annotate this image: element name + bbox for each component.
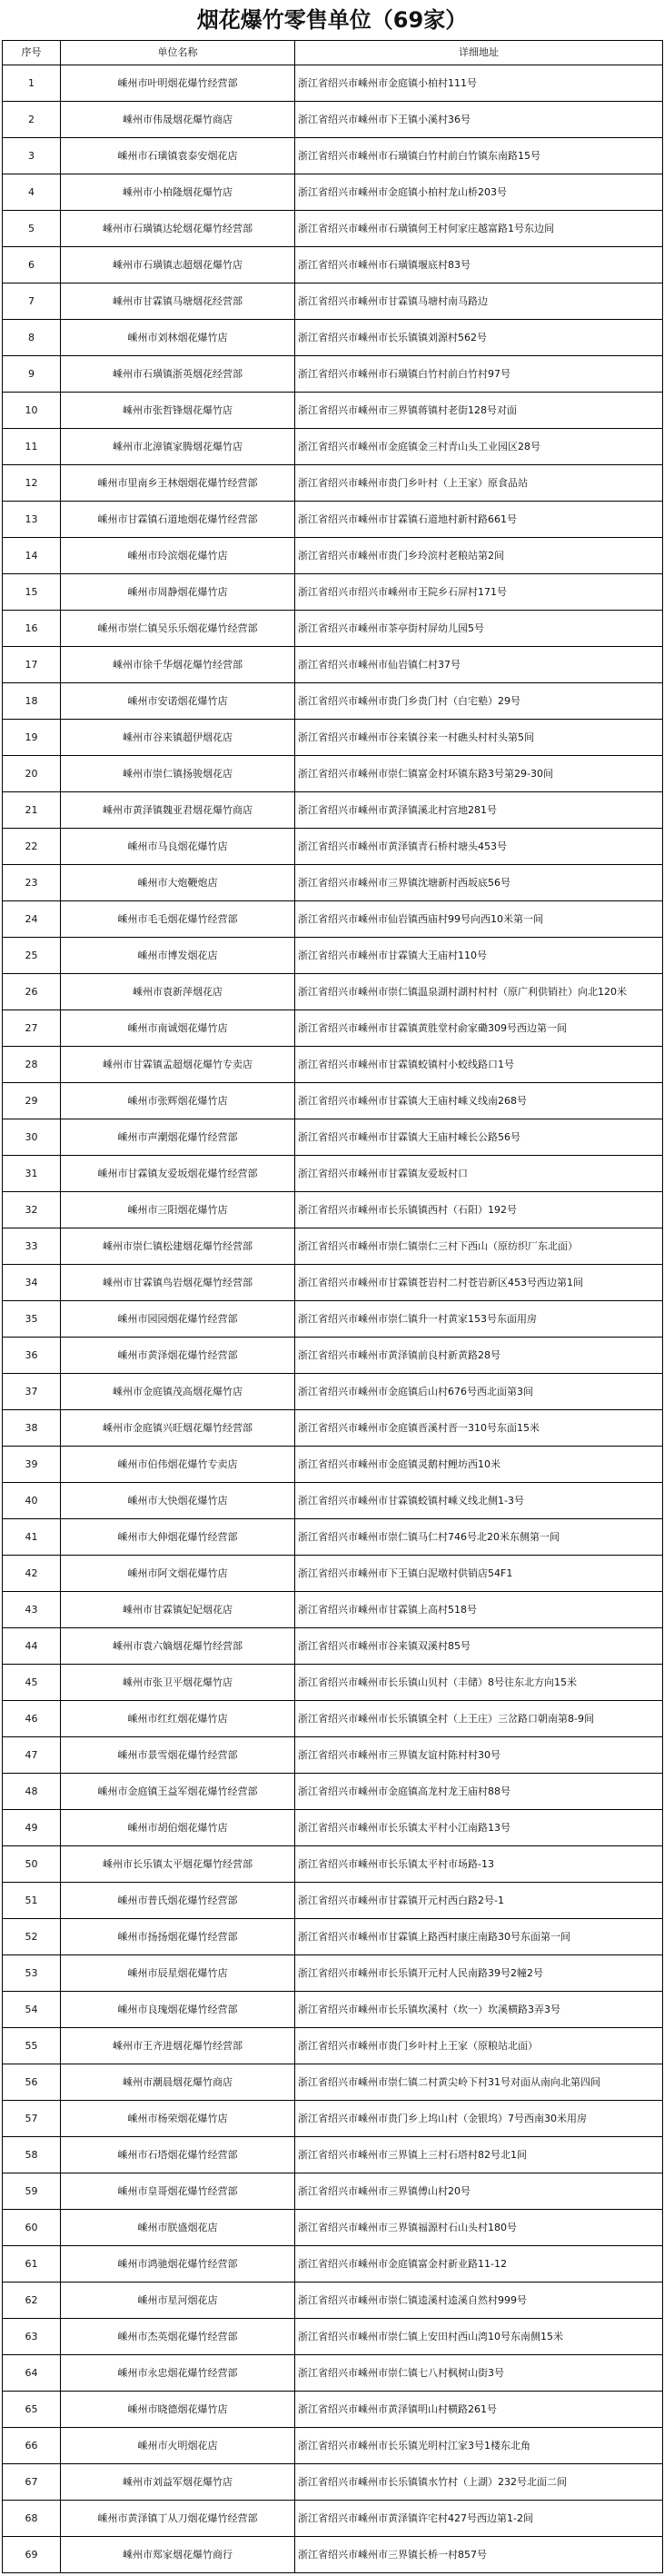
shop-name: 嵊州市袁新萍烟花店 <box>61 974 295 1010</box>
table-row <box>3 2537 663 2573</box>
shop-address: 浙江省绍兴市嵊州市石璜镇白竹村前白竹村97号 <box>295 356 663 393</box>
shop-address: 浙江省绍兴市嵊州市三界镇上三村石塔村82号北1间 <box>295 2137 663 2173</box>
table-row <box>3 2283 663 2319</box>
shop-address: 浙江省绍兴市嵊州市甘霖镇大王庙村110号 <box>295 938 663 974</box>
row-number: 59 <box>3 2173 61 2210</box>
table-row <box>3 283 663 320</box>
row-number: 16 <box>3 611 61 647</box>
row-number: 29 <box>3 1083 61 1119</box>
shop-address: 浙江省绍兴市嵊州市黄泽镇青石桥村塘头453号 <box>295 829 663 865</box>
row-number: 67 <box>3 2464 61 2501</box>
table-row <box>3 1228 663 1265</box>
shop-name: 嵊州市玲滨烟花爆竹店 <box>61 538 295 574</box>
table-row <box>3 1556 663 1592</box>
shop-name: 嵊州市长乐镇太平烟花爆竹经营部 <box>61 1846 295 1883</box>
shop-name: 嵊州市叶明烟花爆竹经营部 <box>61 65 295 102</box>
table-row <box>3 2428 663 2464</box>
table-row <box>3 1156 663 1192</box>
shop-name: 嵊州市胡伯烟花爆竹店 <box>61 1810 295 1846</box>
shop-name: 嵊州市崇仁镇吴乐乐烟花爆竹经营部 <box>61 611 295 647</box>
shop-address: 浙江省绍兴市嵊州市甘霖镇上路西村康庄南路30号东面第一间 <box>295 1919 663 1955</box>
table-row <box>3 1410 663 1447</box>
shop-name: 嵊州市星河烟花店 <box>61 2283 295 2319</box>
row-number: 21 <box>3 792 61 829</box>
row-number: 60 <box>3 2210 61 2246</box>
table-row <box>3 1846 663 1883</box>
table-row <box>3 1701 663 1737</box>
shop-name: 嵊州市里南乡王林烟烟花爆竹经营部 <box>61 465 295 502</box>
shop-name: 嵊州市王齐进烟花爆竹经营部 <box>61 2028 295 2064</box>
table-row <box>3 1483 663 1519</box>
table-row <box>3 1665 663 1701</box>
table-row <box>3 1955 663 1992</box>
shop-address: 浙江省绍兴市嵊州市崇仁镇七八村枫树山街3号 <box>295 2355 663 2392</box>
shop-address: 浙江省绍兴市嵊州市长乐镇镇水竹村（上湖）232号北面二间 <box>295 2464 663 2501</box>
shop-name: 嵊州市火明烟花店 <box>61 2428 295 2464</box>
row-number: 41 <box>3 1519 61 1556</box>
row-number: 3 <box>3 138 61 174</box>
shop-address: 浙江省绍兴市嵊州市石璜镇堰底村83号 <box>295 247 663 283</box>
table-row <box>3 1447 663 1483</box>
shop-address: 浙江省绍兴市嵊州市甘霖镇大王庙村嵊义线南268号 <box>295 1083 663 1119</box>
shop-address: 浙江省绍兴市嵊州市仙岩镇西庙村99号向西10米第一间 <box>295 901 663 938</box>
row-number: 10 <box>3 393 61 429</box>
table-row <box>3 829 663 865</box>
row-number: 27 <box>3 1010 61 1047</box>
row-number: 37 <box>3 1374 61 1410</box>
shop-name: 嵊州市甘霖镇孟超烟花爆竹专卖店 <box>61 1047 295 1083</box>
shop-name: 嵊州市安诺烟花爆竹店 <box>61 683 295 720</box>
shop-name: 嵊州市伟晟烟花爆竹商店 <box>61 102 295 138</box>
shop-name: 嵊州市周静烟花爆竹店 <box>61 574 295 611</box>
table-row <box>3 2028 663 2064</box>
row-number: 42 <box>3 1556 61 1592</box>
table-row <box>3 393 663 429</box>
row-number: 44 <box>3 1628 61 1665</box>
table-row <box>3 320 663 356</box>
row-number: 33 <box>3 1228 61 1265</box>
shop-name: 嵊州市甘霖镇石道地烟花爆竹经营部 <box>61 502 295 538</box>
shop-name: 嵊州市博发烟花店 <box>61 938 295 974</box>
table-row <box>3 211 663 247</box>
table-row <box>3 1047 663 1083</box>
shop-address: 浙江省绍兴市嵊州市三界镇友谊村陈村村30号 <box>295 1737 663 1774</box>
shop-address: 浙江省绍兴市嵊州市长乐镇镇刘源村562号 <box>295 320 663 356</box>
shop-name: 嵊州市良瑰烟花爆竹经营部 <box>61 1992 295 2028</box>
shop-name: 嵊州市南诚烟花爆竹店 <box>61 1010 295 1047</box>
shop-address: 浙江省绍兴市嵊州市金庭镇金三村青山头工业园区28号 <box>295 429 663 465</box>
table-row <box>3 1737 663 1774</box>
row-number: 40 <box>3 1483 61 1519</box>
row-number: 20 <box>3 756 61 792</box>
table-row <box>3 720 663 756</box>
table-row <box>3 1628 663 1665</box>
header-no: 序号 <box>3 41 61 65</box>
shop-address: 浙江省绍兴市嵊州市金庭镇后山村676号西北面第3间 <box>295 1374 663 1410</box>
header-name: 单位名称 <box>61 41 295 65</box>
table-row <box>3 1374 663 1410</box>
table-row <box>3 974 663 1010</box>
shop-address: 浙江省绍兴市嵊州市三界镇傅山村20号 <box>295 2173 663 2210</box>
row-number: 50 <box>3 1846 61 1883</box>
row-number: 66 <box>3 2428 61 2464</box>
shop-name: 嵊州市郑家烟花爆竹商行 <box>61 2537 295 2573</box>
row-number: 23 <box>3 865 61 901</box>
table-row <box>3 2246 663 2283</box>
table-row <box>3 792 663 829</box>
shop-address: 浙江省绍兴市嵊州市甘霖镇蛟镇村嵊义线北侧1-3号 <box>295 1483 663 1519</box>
shop-name: 嵊州市三阳烟花爆竹店 <box>61 1192 295 1228</box>
table-row <box>3 2210 663 2246</box>
row-number: 13 <box>3 502 61 538</box>
shop-name: 嵊州市石璜镇袁泰安烟花店 <box>61 138 295 174</box>
row-number: 45 <box>3 1665 61 1701</box>
shop-name: 嵊州市石塔烟花爆竹经营部 <box>61 2137 295 2173</box>
shop-address: 浙江省绍兴市嵊州市甘霖镇黄胜堂村俞家磡309号西边第一间 <box>295 1010 663 1047</box>
table-row <box>3 356 663 393</box>
shop-address: 浙江省绍兴市嵊州市长乐镇镇西村（石阳）192号 <box>295 1192 663 1228</box>
shop-address: 浙江省绍兴市嵊州市茶亭街村屏幼儿园5号 <box>295 611 663 647</box>
table-row <box>3 1992 663 2028</box>
shop-name: 嵊州市甘霖镇妃妃烟花店 <box>61 1592 295 1628</box>
shop-name: 嵊州市袁六嫡烟花爆竹经营部 <box>61 1628 295 1665</box>
shop-address: 浙江省绍兴市嵊州市黄泽镇前良村新黄路28号 <box>295 1338 663 1374</box>
shop-address: 浙江省绍兴市嵊州市金庭镇灵鹅村鲤坊西10米 <box>295 1447 663 1483</box>
shop-address: 浙江省绍兴市嵊州市贵门乡叶村上王家（原粮站北面） <box>295 2028 663 2064</box>
shop-name: 嵊州市景雪烟花爆竹经营部 <box>61 1737 295 1774</box>
row-number: 4 <box>3 174 61 211</box>
row-number: 69 <box>3 2537 61 2573</box>
shop-address: 浙江省绍兴市嵊州市金庭镇小柏村龙山桥203号 <box>295 174 663 211</box>
shop-name: 嵊州市金庭镇兴旺烟花爆竹经营部 <box>61 1410 295 1447</box>
shop-name: 嵊州市小柏隆烟花爆竹店 <box>61 174 295 211</box>
table-row <box>3 901 663 938</box>
row-number: 31 <box>3 1156 61 1192</box>
shop-address: 浙江省绍兴市嵊州市崇仁镇马仁村746号北20米东侧第一间 <box>295 1519 663 1556</box>
shop-name: 嵊州市永忠烟花爆竹经营部 <box>61 2355 295 2392</box>
table-row <box>3 1592 663 1628</box>
table-row <box>3 2355 663 2392</box>
shop-name: 嵊州市黄泽镇魏亚君烟花爆竹商店 <box>61 792 295 829</box>
row-number: 38 <box>3 1410 61 1447</box>
shop-name: 嵊州市北漳镇家腾烟花爆竹店 <box>61 429 295 465</box>
table-row <box>3 2101 663 2137</box>
row-number: 65 <box>3 2392 61 2428</box>
shop-address: 浙江省绍兴市嵊州市长乐镇坎溪村（坎一）坎溪横路3弄3号 <box>295 1992 663 2028</box>
shop-name: 嵊州市谷来镇超伊烟花店 <box>61 720 295 756</box>
shop-address: 浙江省绍兴市嵊州市甘霖镇大王庙村嵊长公路56号 <box>295 1119 663 1156</box>
table-row <box>3 683 663 720</box>
table-row <box>3 574 663 611</box>
table-row <box>3 1338 663 1374</box>
shop-name: 嵊州市声潮烟花爆竹经营部 <box>61 1119 295 1156</box>
table-row <box>3 1265 663 1301</box>
shop-address: 浙江省绍兴市嵊州市崇仁镇二村黄尖岭下村31号对面从南向北第四间 <box>295 2064 663 2101</box>
table-row <box>3 1919 663 1955</box>
row-number: 63 <box>3 2319 61 2355</box>
row-number: 24 <box>3 901 61 938</box>
row-number: 54 <box>3 1992 61 2028</box>
shop-address: 浙江省绍兴市嵊州市金庭镇小柏村111号 <box>295 65 663 102</box>
row-number: 51 <box>3 1883 61 1919</box>
shop-name: 嵊州市大伸烟花爆竹经营部 <box>61 1519 295 1556</box>
shop-address: 浙江省绍兴市嵊州市贵门乡玲滨村老粮站第2间 <box>295 538 663 574</box>
shop-name: 嵊州市普氏烟花爆竹经营部 <box>61 1883 295 1919</box>
shop-name: 嵊州市潮晨烟花爆竹商店 <box>61 2064 295 2101</box>
row-number: 34 <box>3 1265 61 1301</box>
row-number: 6 <box>3 247 61 283</box>
shop-address: 浙江省绍兴市嵊州市金庭镇高龙村龙王庙村88号 <box>295 1774 663 1810</box>
shop-address: 浙江省绍兴市嵊州市崇仁镇升一村黄家153号东面用房 <box>295 1301 663 1338</box>
shop-name: 嵊州市石璜镇达轮烟花爆竹经营部 <box>61 211 295 247</box>
table-row <box>3 756 663 792</box>
shop-address: 浙江省绍兴市嵊州市谷来镇谷来一村礁头村村头第5间 <box>295 720 663 756</box>
table-row <box>3 2392 663 2428</box>
shop-address: 浙江省绍兴市嵊州市谷来镇双溪村85号 <box>295 1628 663 1665</box>
shop-name: 嵊州市金庭镇王益军烟花爆竹经营部 <box>61 1774 295 1810</box>
row-number: 12 <box>3 465 61 502</box>
shop-name: 嵊州市辰星烟花爆竹店 <box>61 1955 295 1992</box>
table-row <box>3 1192 663 1228</box>
table-body <box>3 65 663 2573</box>
table-row <box>3 2064 663 2101</box>
table-row <box>3 429 663 465</box>
row-number: 1 <box>3 65 61 102</box>
shop-address: 浙江省绍兴市嵊州市甘霖镇友爱坂村口 <box>295 1156 663 1192</box>
shop-address: 浙江省绍兴市嵊州市崇仁镇上安田村西山湾10号东南侧15米 <box>295 2319 663 2355</box>
table-row <box>3 465 663 502</box>
shop-address: 浙江省绍兴市嵊州市贵门乡贵门村（白宅塾）29号 <box>295 683 663 720</box>
row-number: 52 <box>3 1919 61 1955</box>
row-number: 19 <box>3 720 61 756</box>
shop-name: 嵊州市黄泽镇丁从刀烟花爆竹经营部 <box>61 2501 295 2537</box>
shop-address: 浙江省绍兴市嵊州市仙岩镇仁村37号 <box>295 647 663 683</box>
row-number: 8 <box>3 320 61 356</box>
table-row <box>3 2464 663 2501</box>
shop-name: 嵊州市刘益军烟花爆竹店 <box>61 2464 295 2501</box>
shop-address: 浙江省绍兴市嵊州市甘霖镇蛟镇村小蛟线路口1号 <box>295 1047 663 1083</box>
shop-name: 嵊州市扬扬烟花爆竹经营部 <box>61 1919 295 1955</box>
shop-address: 浙江省绍兴市嵊州市下王镇白泥墩村供销店54F1 <box>295 1556 663 1592</box>
shop-address: 浙江省绍兴市嵊州市长乐镇山贝村（丰储）8号往东北方向15米 <box>295 1665 663 1701</box>
row-number: 53 <box>3 1955 61 1992</box>
shop-address: 浙江省绍兴市嵊州市三界镇福源村石山头村180号 <box>295 2210 663 2246</box>
row-number: 48 <box>3 1774 61 1810</box>
shop-address: 浙江省绍兴市嵊州市三界镇沈塘新村西坂底56号 <box>295 865 663 901</box>
row-number: 35 <box>3 1301 61 1338</box>
shop-address: 浙江省绍兴市嵊州市崇仁镇崇仁三村下西山（原纺织厂东北面） <box>295 1228 663 1265</box>
row-number: 62 <box>3 2283 61 2319</box>
shop-name: 嵊州市徐千华烟花爆竹经营部 <box>61 647 295 683</box>
row-number: 18 <box>3 683 61 720</box>
table-row <box>3 1810 663 1846</box>
table-row <box>3 611 663 647</box>
shop-address: 浙江省绍兴市嵊州市长乐镇开元村人民南路39号2幢2号 <box>295 1955 663 1992</box>
shop-address: 浙江省绍兴市嵊州市贵门乡叶村（上王家）原食品站 <box>295 465 663 502</box>
table-row <box>3 865 663 901</box>
shop-address: 浙江省绍兴市嵊州市长乐镇光明村江家3号1楼东北角 <box>295 2428 663 2464</box>
shop-address: 浙江省绍兴市嵊州市甘霖镇石道地村新村路661号 <box>295 502 663 538</box>
table-row <box>3 2319 663 2355</box>
row-number: 28 <box>3 1047 61 1083</box>
shop-name: 嵊州市红红烟花爆竹店 <box>61 1701 295 1737</box>
table-row <box>3 1883 663 1919</box>
row-number: 26 <box>3 974 61 1010</box>
shop-name: 嵊州市张卫平烟花爆竹店 <box>61 1665 295 1701</box>
table-row <box>3 2173 663 2210</box>
shop-name: 嵊州市毛毛烟花爆竹经营部 <box>61 901 295 938</box>
shop-address: 浙江省绍兴市嵊州市金庭镇晋溪村晋一310号东面15米 <box>295 1410 663 1447</box>
row-number: 55 <box>3 2028 61 2064</box>
shop-name: 嵊州市张哲锋烟花爆竹店 <box>61 393 295 429</box>
shop-name: 嵊州市黄泽烟花爆竹经营部 <box>61 1338 295 1374</box>
shop-name: 嵊州市甘霖镇马塘烟花经营部 <box>61 283 295 320</box>
shop-address: 浙江省绍兴市嵊州市三界镇蒋镇村老街128号对面 <box>295 393 663 429</box>
row-number: 68 <box>3 2501 61 2537</box>
shop-name: 嵊州市崇仁镇松建烟花爆竹经营部 <box>61 1228 295 1265</box>
shop-name: 嵊州市伯伟烟花爆竹专卖店 <box>61 1447 295 1483</box>
table-header-row <box>3 41 663 65</box>
shop-address: 浙江省绍兴市嵊州市黄泽镇许宅村427号西边第1-2间 <box>295 2501 663 2537</box>
row-number: 7 <box>3 283 61 320</box>
shop-address: 浙江省绍兴市绍兴市嵊州市王院乡石屏村171号 <box>295 574 663 611</box>
row-number: 14 <box>3 538 61 574</box>
table-row <box>3 2501 663 2537</box>
table-row <box>3 2137 663 2173</box>
row-number: 39 <box>3 1447 61 1483</box>
shop-name: 嵊州市鸿驰烟花爆竹经营部 <box>61 2246 295 2283</box>
row-number: 56 <box>3 2064 61 2101</box>
shop-address: 浙江省绍兴市嵊州市贵门乡上坞山村（金银坞）7号西南30米用房 <box>295 2101 663 2137</box>
shop-address: 浙江省绍兴市嵊州市崇仁镇富金村环镇东路3号第29-30间 <box>295 756 663 792</box>
shop-address: 浙江省绍兴市嵊州市黄泽镇溪北村宫地281号 <box>295 792 663 829</box>
header-address: 详细地址 <box>295 41 663 65</box>
table-row <box>3 247 663 283</box>
shop-name: 嵊州市马良烟花爆竹店 <box>61 829 295 865</box>
row-number: 22 <box>3 829 61 865</box>
table-row <box>3 938 663 974</box>
shop-name: 嵊州市朕盛烟花店 <box>61 2210 295 2246</box>
shop-name: 嵊州市杨荣烟花爆竹店 <box>61 2101 295 2137</box>
shop-address: 浙江省绍兴市嵊州市长乐镇太平村市场路-13 <box>295 1846 663 1883</box>
shop-address: 浙江省绍兴市嵊州市崇仁镇温泉湖村湖村村村（原广利供销社）向北120米 <box>295 974 663 1010</box>
shop-address: 浙江省绍兴市嵊州市甘霖镇苍岩村二村苍岩新区453号西边第1间 <box>295 1265 663 1301</box>
shop-name: 嵊州市刘林烟花爆竹店 <box>61 320 295 356</box>
table-row <box>3 1119 663 1156</box>
table-row <box>3 1010 663 1047</box>
table-row <box>3 1519 663 1556</box>
row-number: 17 <box>3 647 61 683</box>
shop-address: 浙江省绍兴市嵊州市崇仁镇逵溪村逵溪自然村999号 <box>295 2283 663 2319</box>
row-number: 2 <box>3 102 61 138</box>
shop-address: 浙江省绍兴市嵊州市甘霖镇马塘村南马路边 <box>295 283 663 320</box>
shop-name: 嵊州市大快烟花爆竹店 <box>61 1483 295 1519</box>
row-number: 49 <box>3 1810 61 1846</box>
row-number: 36 <box>3 1338 61 1374</box>
table-row <box>3 102 663 138</box>
row-number: 11 <box>3 429 61 465</box>
shop-address: 浙江省绍兴市嵊州市甘霖镇开元村西白路2号-1 <box>295 1883 663 1919</box>
shop-name: 嵊州市甘霖镇友爱坂烟花爆竹经营部 <box>61 1156 295 1192</box>
row-number: 57 <box>3 2101 61 2137</box>
table-row <box>3 138 663 174</box>
row-number: 5 <box>3 211 61 247</box>
table-row <box>3 538 663 574</box>
page-title: 烟花爆竹零售单位（69家） <box>196 7 468 33</box>
shop-name: 嵊州市杰英烟花爆竹经营部 <box>61 2319 295 2355</box>
row-number: 15 <box>3 574 61 611</box>
shop-name: 嵊州市甘霖镇鸟岩烟花爆竹经营部 <box>61 1265 295 1301</box>
shop-address: 浙江省绍兴市嵊州市甘霖镇上高村518号 <box>295 1592 663 1628</box>
row-number: 47 <box>3 1737 61 1774</box>
shop-name: 嵊州市金庭镇茂高烟花爆竹店 <box>61 1374 295 1410</box>
shop-name: 嵊州市张辉烟花爆竹店 <box>61 1083 295 1119</box>
row-number: 58 <box>3 2137 61 2173</box>
table-row <box>3 1083 663 1119</box>
table-row <box>3 65 663 102</box>
row-number: 9 <box>3 356 61 393</box>
row-number: 43 <box>3 1592 61 1628</box>
shop-name: 嵊州市阿文烟花爆竹店 <box>61 1556 295 1592</box>
row-number: 64 <box>3 2355 61 2392</box>
table-row <box>3 647 663 683</box>
shop-name: 嵊州市皇哥烟花爆竹经营部 <box>61 2173 295 2210</box>
shop-address: 浙江省绍兴市嵊州市黄泽镇明山村横路261号 <box>295 2392 663 2428</box>
row-number: 61 <box>3 2246 61 2283</box>
table-row <box>3 502 663 538</box>
row-number: 46 <box>3 1701 61 1737</box>
shop-address: 浙江省绍兴市嵊州市长乐镇镇全村（上王庄）三岔路口朝南第8-9间 <box>295 1701 663 1737</box>
shop-address: 浙江省绍兴市嵊州市下王镇小溪村36号 <box>295 102 663 138</box>
table-row <box>3 1301 663 1338</box>
shop-name: 嵊州市石璜镇浙英烟花经营部 <box>61 356 295 393</box>
table-row <box>3 174 663 211</box>
shop-name: 嵊州市晓德烟花爆竹店 <box>61 2392 295 2428</box>
shop-address: 浙江省绍兴市嵊州市长乐镇太平村小江南路13号 <box>295 1810 663 1846</box>
retailer-table <box>2 40 663 2573</box>
shop-address: 浙江省绍兴市嵊州市金庭镇富金村新业路11-12 <box>295 2246 663 2283</box>
table-row <box>3 1774 663 1810</box>
shop-name: 嵊州市石璜镇志超烟花爆竹店 <box>61 247 295 283</box>
row-number: 30 <box>3 1119 61 1156</box>
shop-name: 嵊州市大炮鞭炮店 <box>61 865 295 901</box>
shop-address: 浙江省绍兴市嵊州市石璜镇白竹村前白竹镇东南路15号 <box>295 138 663 174</box>
row-number: 32 <box>3 1192 61 1228</box>
shop-address: 浙江省绍兴市嵊州市石璜镇何王村何家庄越富路1号东边间 <box>295 211 663 247</box>
shop-name: 嵊州市园园烟花爆竹经营部 <box>61 1301 295 1338</box>
row-number: 25 <box>3 938 61 974</box>
shop-address: 浙江省绍兴市嵊州市三界镇长桥一村857号 <box>295 2537 663 2573</box>
shop-name: 嵊州市崇仁镇扬骏烟花店 <box>61 756 295 792</box>
